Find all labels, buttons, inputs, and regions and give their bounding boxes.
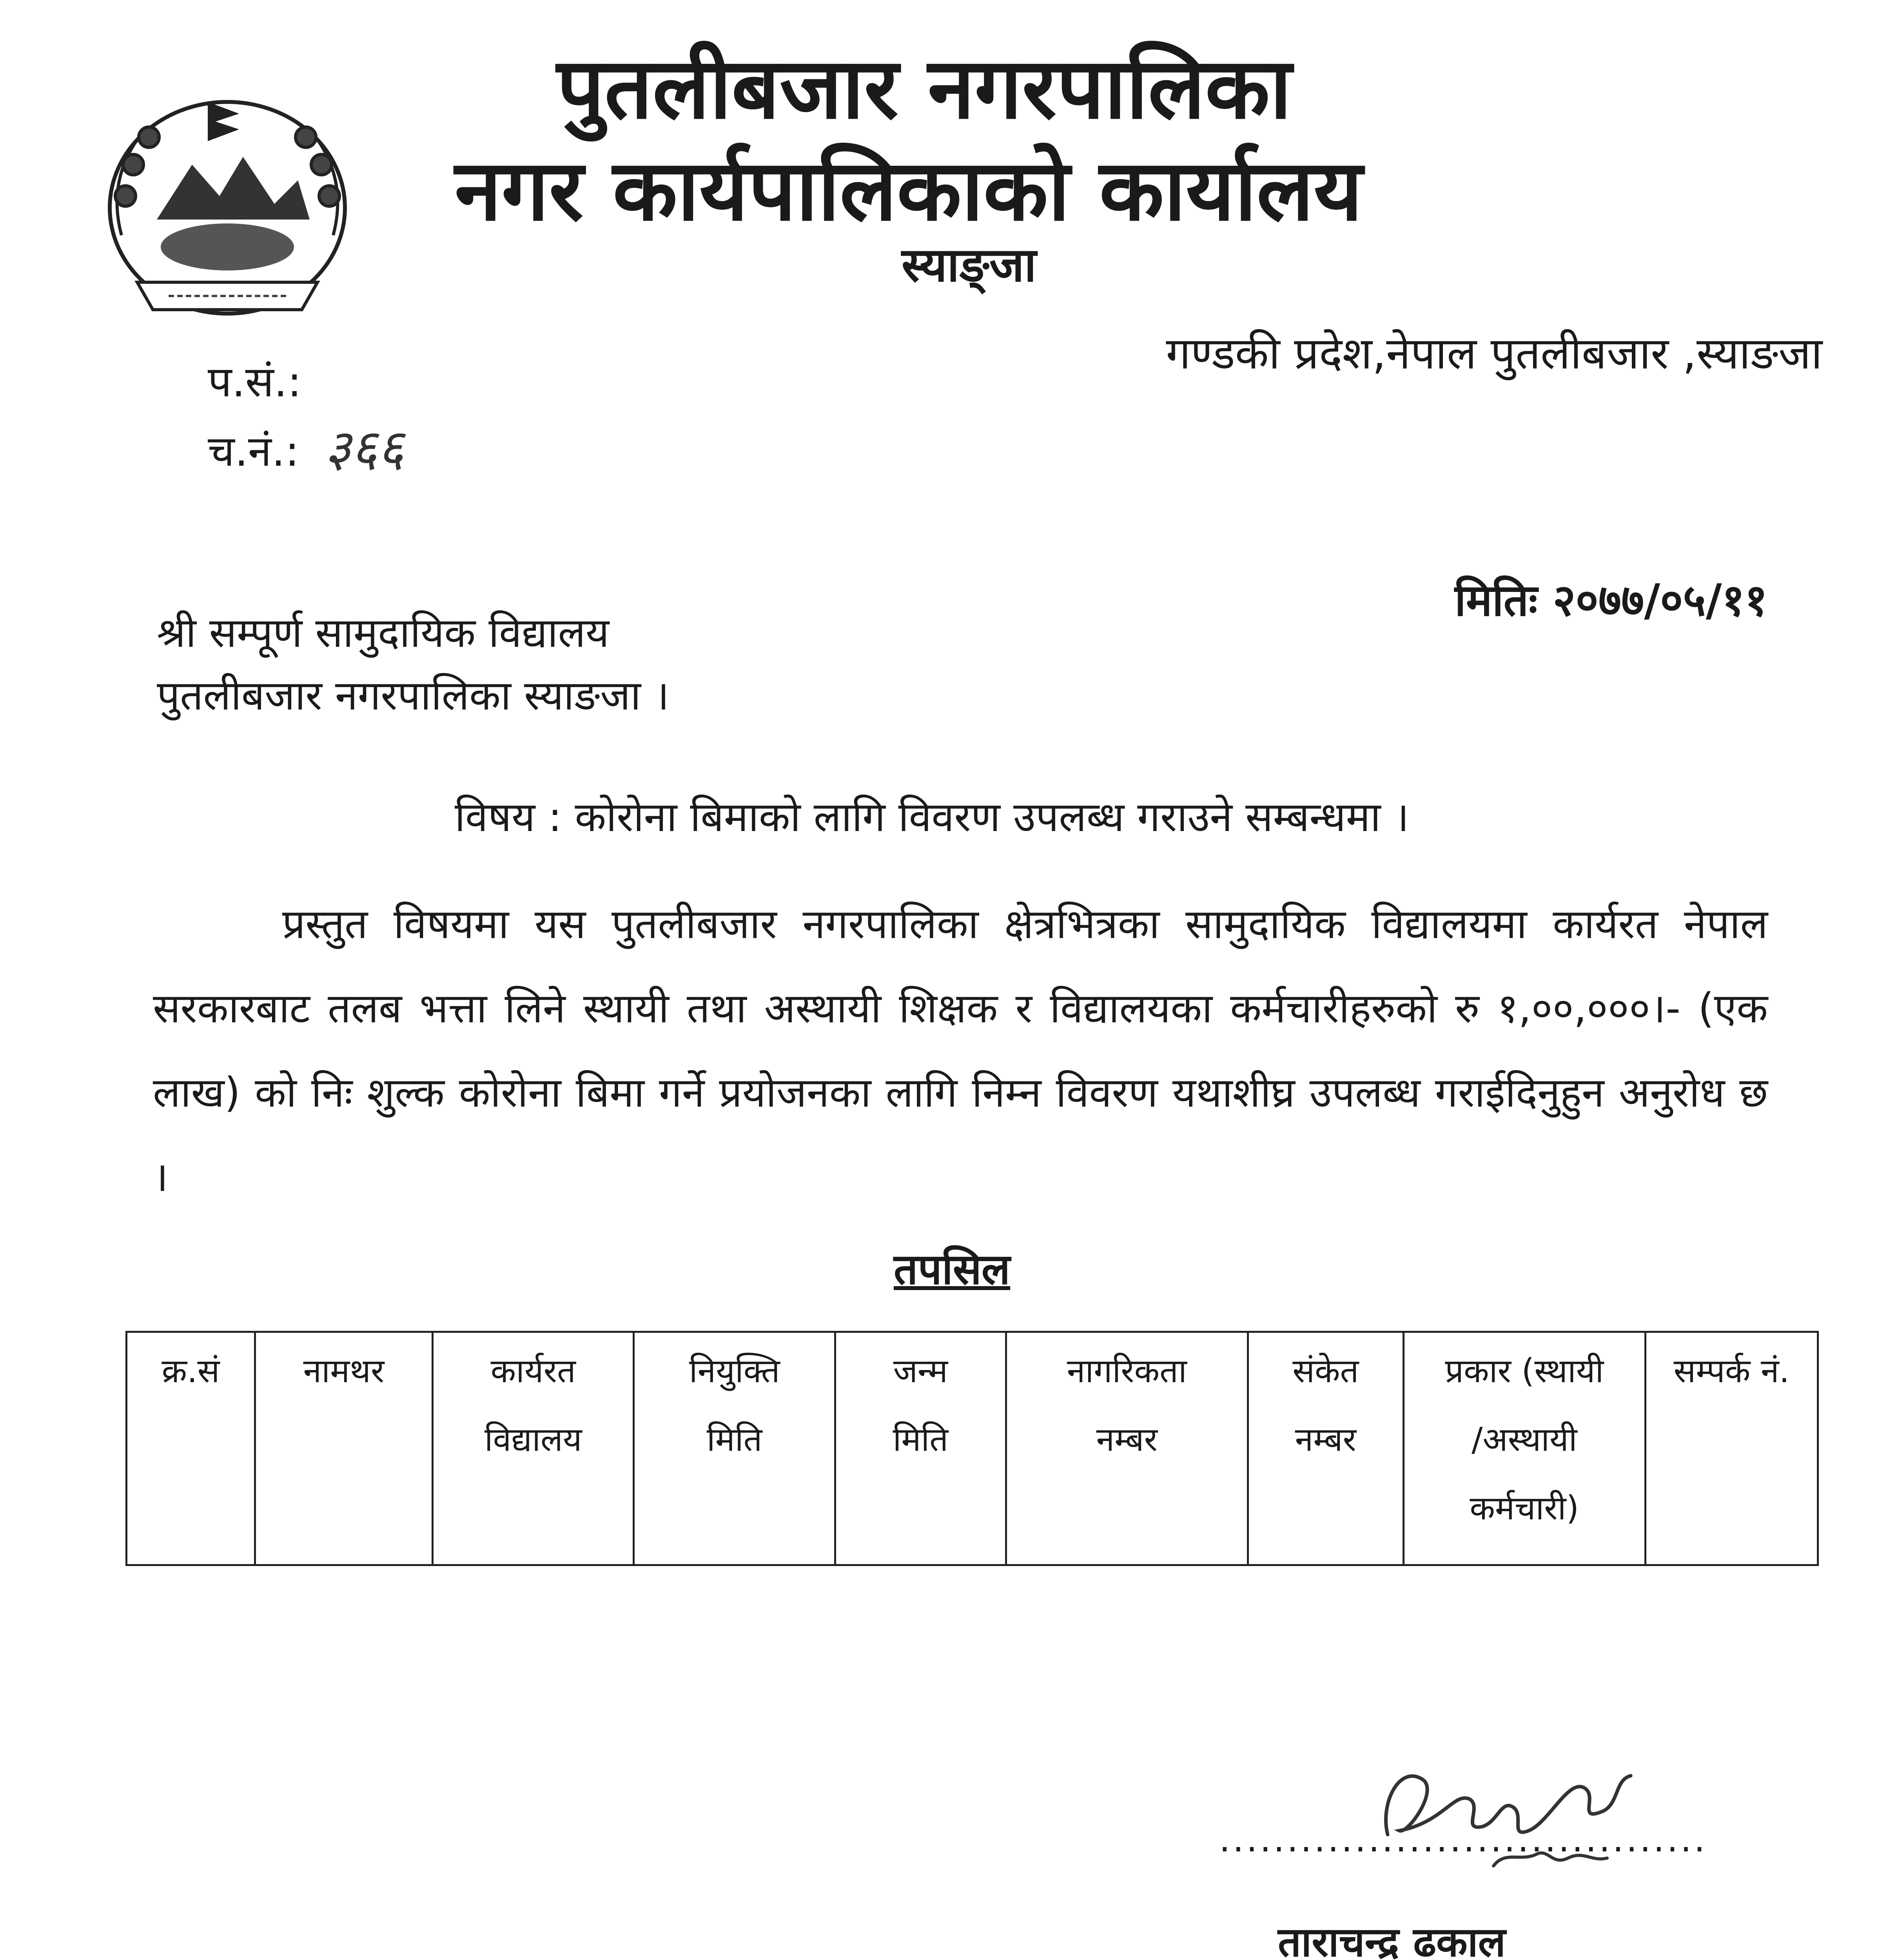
- column-header: कार्यरत विद्यालय: [433, 1332, 634, 1565]
- table-header-row: [127, 1332, 1818, 1565]
- column-header: संकेत नम्बर: [1248, 1332, 1403, 1565]
- letter-number: [208, 349, 313, 409]
- table-heading: तपसिल: [894, 1245, 1011, 1294]
- nepal-emblem-icon: [90, 78, 365, 329]
- municipality-title: पुतलीबजार नगरपालिका: [557, 39, 1292, 138]
- dispatch-number: [208, 412, 404, 481]
- column-header: क्र.सं: [127, 1332, 255, 1565]
- details-table: [125, 1331, 1819, 1566]
- subject-line: विषय : कोरोना बिमाको लागि विवरण उपलब्ध गराउने सम्बन्धमा ।: [455, 793, 1409, 841]
- dispatch-number-value: ३६६: [324, 418, 404, 478]
- letter-number-label: प.सं.:: [208, 358, 302, 407]
- column-header: जन्म मिति: [835, 1332, 1006, 1565]
- office-address: गण्डकी प्रदेश,नेपाल पुतलीबजार ,स्याङजा: [1166, 328, 1822, 379]
- column-header: नागरिकता नम्बर: [1006, 1332, 1248, 1565]
- letter-body: प्रस्तुत विषयमा यस पुतलीबजार नगरपालिका क्षेत्रभित्रका सामुदायिक विद्यालयमा कार्यरत नेपाल सरकारबाट तलब भत्ता लिने स्थायी तथा अस्थायी शिक्षक र विद्यालयका कर्मचारीहरुको रु १,००,०००।- (एक लाख) को निः शुल्क कोरोना बिमा गर्ने प्रयोजनका लागि निम्न विवरण यथाशीघ्र उपलब्ध गराईदिनुहुन अनुरोध छ ।: [153, 900, 1768, 1201]
- recipient-line-1: श्री सम्पूर्ण सामुदायिक विद्यालय: [157, 609, 610, 657]
- column-header: नियुक्ति मिति: [634, 1332, 835, 1565]
- signature-line: ....................................: [1219, 1819, 1708, 1860]
- dispatch-number-label: च.नं.:: [208, 427, 299, 476]
- column-header: सम्पर्क नं.: [1645, 1332, 1818, 1565]
- signatory-name: ताराचन्द्र ढकाल: [1278, 1918, 1506, 1960]
- recipient-line-2: पुतलीबजार नगरपालिका स्याङजा ।: [157, 671, 670, 719]
- column-header: नामथर: [255, 1332, 432, 1565]
- column-header: प्रकार (स्थायी /अस्थायी कर्मचारी): [1403, 1332, 1645, 1565]
- letter-date: मितिः २०७७/०५/११: [1454, 575, 1767, 626]
- office-title: नगर कार्यपालिकाको कार्यालय: [455, 141, 1363, 240]
- district-name: स्याङ्जा: [902, 238, 1036, 292]
